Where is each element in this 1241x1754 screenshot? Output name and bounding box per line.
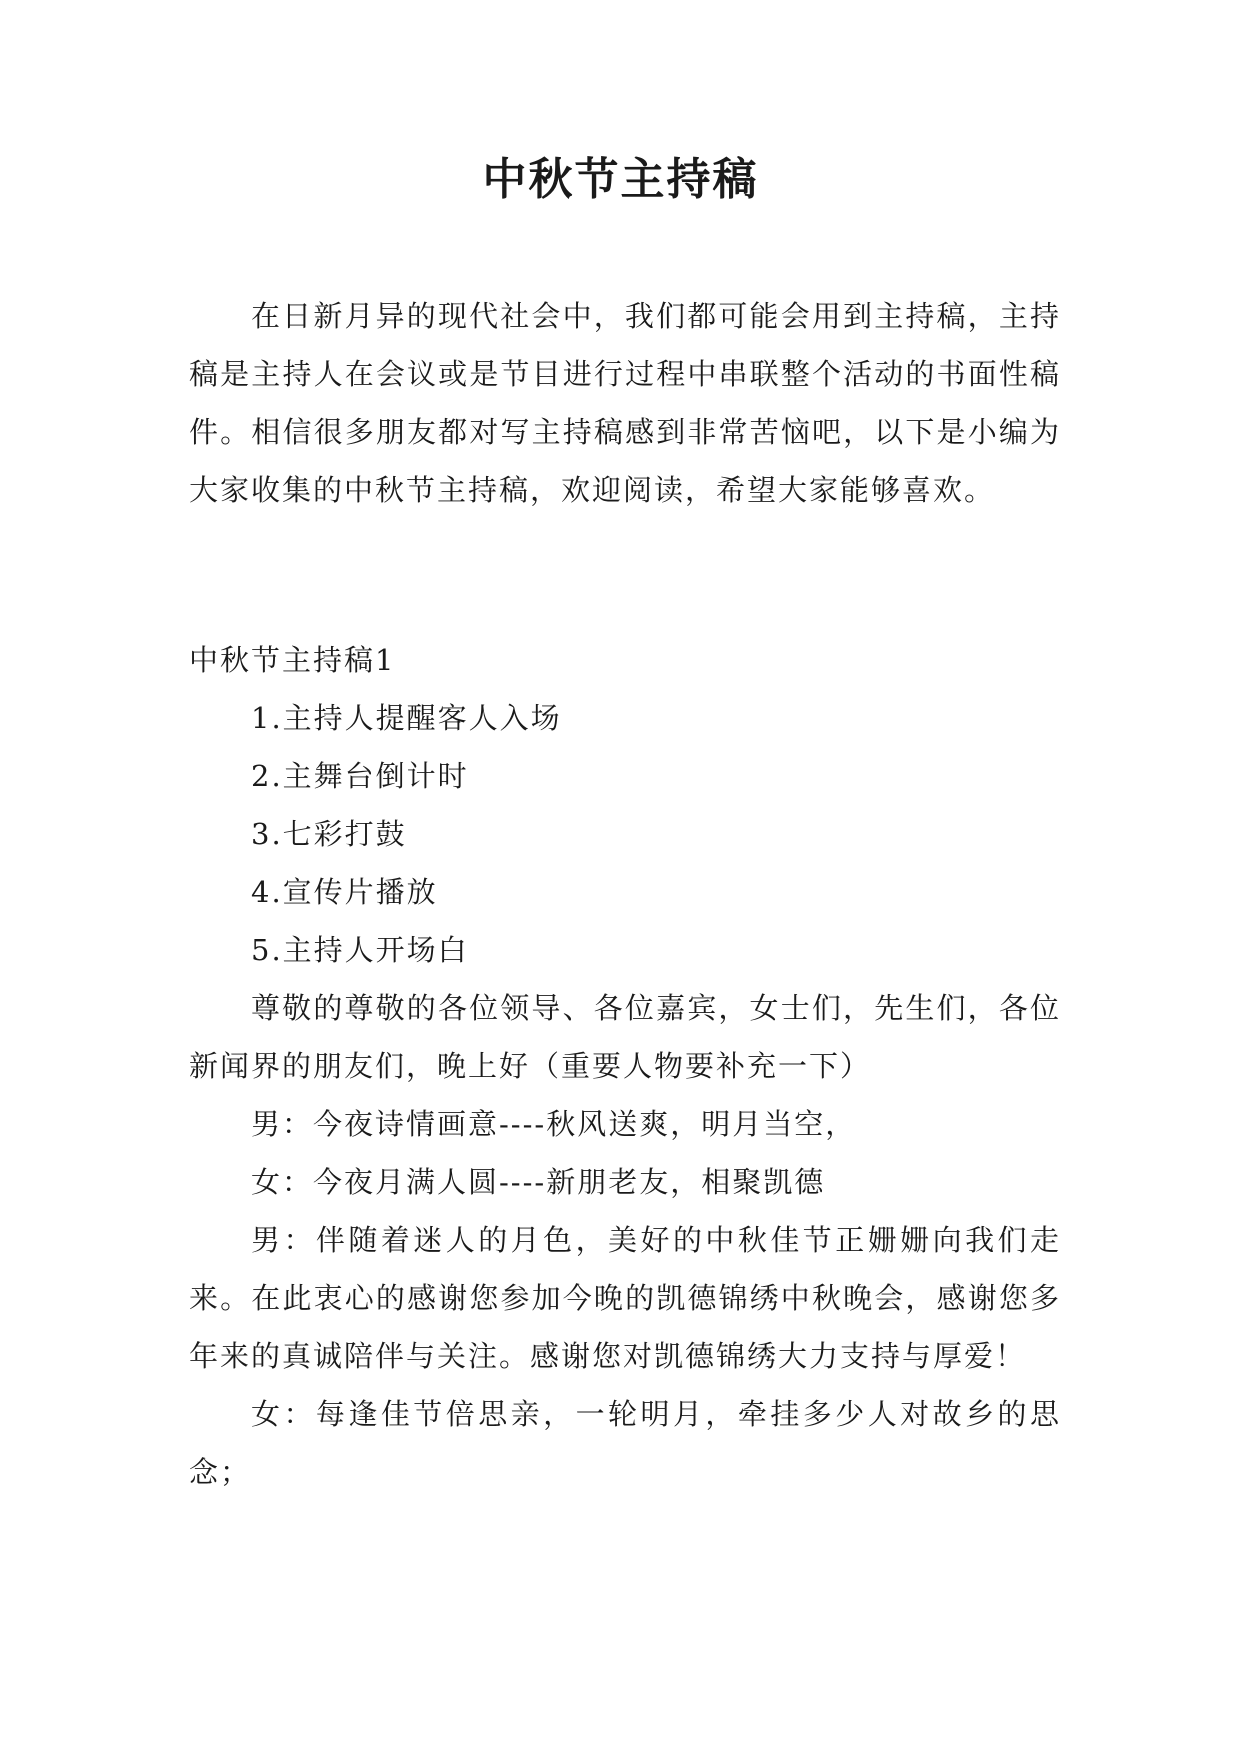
intro-block (189, 287, 1061, 519)
section-block (189, 631, 1061, 1501)
body-paragraph: 女：今夜月满人圆----新朋老友，相聚凯德 (251, 1165, 826, 1199)
section-heading: 中秋节主持稿1 (189, 643, 396, 677)
body-paragraph: 男：今夜诗情画意----秋风送爽，明月当空， (251, 1107, 857, 1141)
list-item: 3.七彩打鼓 (251, 817, 407, 851)
document-title: 中秋节主持稿 (482, 154, 759, 205)
body-paragraph: 尊敬的尊敬的各位领导、各位嘉宾，女士们，先生们，各位新闻界的朋友们，晚上好（重要人物要补充一下） (189, 991, 1061, 1083)
body-paragraph: 男：伴随着迷人的月色，美好的中秋佳节正姗姗向我们走来。在此衷心的感谢您参加今晚的凯德锦绣中秋晚会，感谢您多年来的真诚陪伴与关注。感谢您对凯德锦绣大力支持与厚爱！ (189, 1223, 1061, 1373)
list-item: 4.宣传片播放 (251, 875, 438, 909)
list-item: 2.主舞台倒计时 (251, 759, 469, 793)
intro-paragraph: 在日新月异的现代社会中，我们都可能会用到主持稿，主持稿是主持人在会议或是节目进行过程中串联整个活动的书面性稿件。相信很多朋友都对写主持稿感到非常苦恼吧，以下是小编为大家收集的中秋节主持稿，欢迎阅读，希望大家能够喜欢。 (189, 299, 1061, 507)
body-paragraph: 女：每逢佳节倍思亲，一轮明月，牵挂多少人对故乡的思念； (189, 1397, 1061, 1489)
list-item: 5.主持人开场白 (251, 933, 469, 967)
list-item: 1.主持人提醒客人入场 (251, 701, 562, 735)
